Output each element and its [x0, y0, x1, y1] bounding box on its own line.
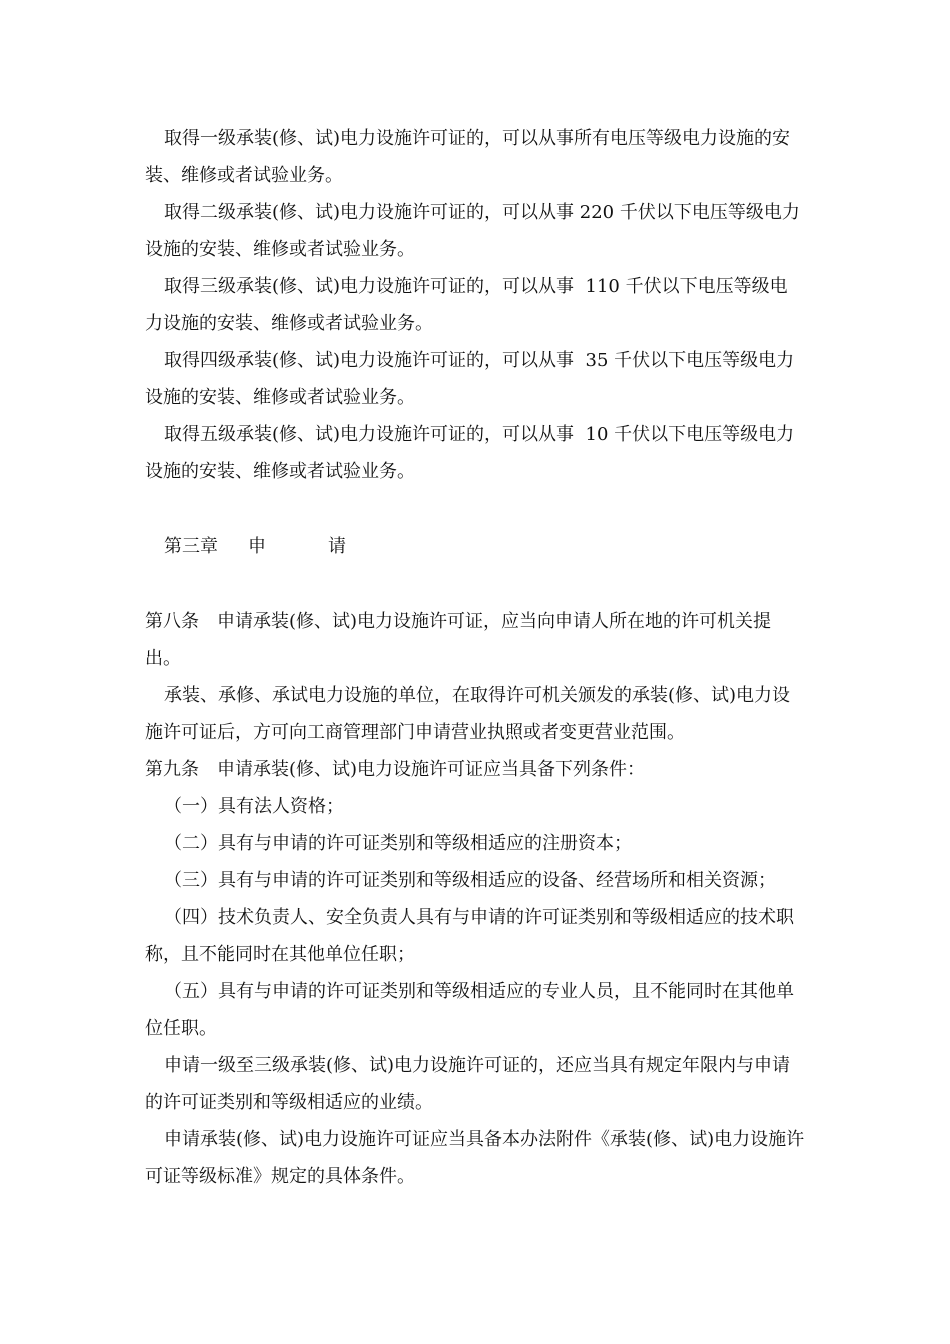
spacer — [145, 490, 805, 528]
spacer — [145, 565, 805, 603]
article-9-item-2: （二）具有与申请的许可证类别和等级相适应的注册资本； — [164, 833, 632, 854]
article-8-paragraph-2: 承装、承修、承试电力设施的单位，在取得许可机关颁发的承装(修、试)电力设施许可证后，方可向工商管理部门申请营业执照或者变更营业范围。 — [145, 685, 791, 743]
article-9-paragraph-b: 申请承装(修、试)电力设施许可证应当具备本办法附件《承装(修、试)电力设施许可证等级标准》规定的具体条件。 — [145, 1129, 805, 1187]
article-9-item-5: （五）具有与申请的许可证类别和等级相适应的专业人员，且不能同时在其他单位任职。 — [145, 981, 794, 1039]
article-9-item-1: （一）具有法人资格； — [164, 796, 344, 817]
paragraph-level-1: 取得一级承装(修、试)电力设施许可证的，可以从事所有电压等级电力设施的安装、维修或者试验业务。 — [145, 128, 791, 186]
paragraph-level-4: 取得四级承装(修、试)电力设施许可证的，可以从事 35 千伏以下电压等级电力设施的安装、维修或者试验业务。 — [145, 350, 795, 408]
chapter-title-char-2: 请 — [328, 536, 346, 557]
article-9-item-4: （四）技术负责人、安全负责人具有与申请的许可证类别和等级相适应的技术职称，且不能同时在其他单位任职； — [145, 907, 794, 965]
chapter-heading — [145, 528, 805, 565]
article-8: 第八条 申请承装(修、试)电力设施许可证，应当向申请人所在地的许可机关提出。 — [145, 611, 772, 669]
paragraph-level-2: 取得二级承装(修、试)电力设施许可证的，可以从事 220 千伏以下电压等级电力设施的安装、维修或者试验业务。 — [145, 202, 800, 260]
paragraph-level-3: 取得三级承装(修、试)电力设施许可证的，可以从事 110 千伏以下电压等级电力设施的安装、维修或者试验业务。 — [145, 276, 788, 334]
article-9: 第九条 申请承装(修、试)电力设施许可证应当具备下列条件： — [145, 759, 646, 780]
article-9-item-3: （三）具有与申请的许可证类别和等级相适应的设备、经营场所和相关资源； — [164, 870, 776, 891]
paragraph-level-5: 取得五级承装(修、试)电力设施许可证的，可以从事 10 千伏以下电压等级电力设施的安装、维修或者试验业务。 — [145, 424, 795, 482]
article-9-paragraph-a: 申请一级至三级承装(修、试)电力设施许可证的，还应当具有规定年限内与申请的许可证类别和等级相适应的业绩。 — [145, 1055, 791, 1113]
document-page — [145, 120, 805, 1195]
chapter-label: 第三章 — [164, 536, 218, 557]
chapter-title-char-1: 申 — [248, 536, 266, 557]
